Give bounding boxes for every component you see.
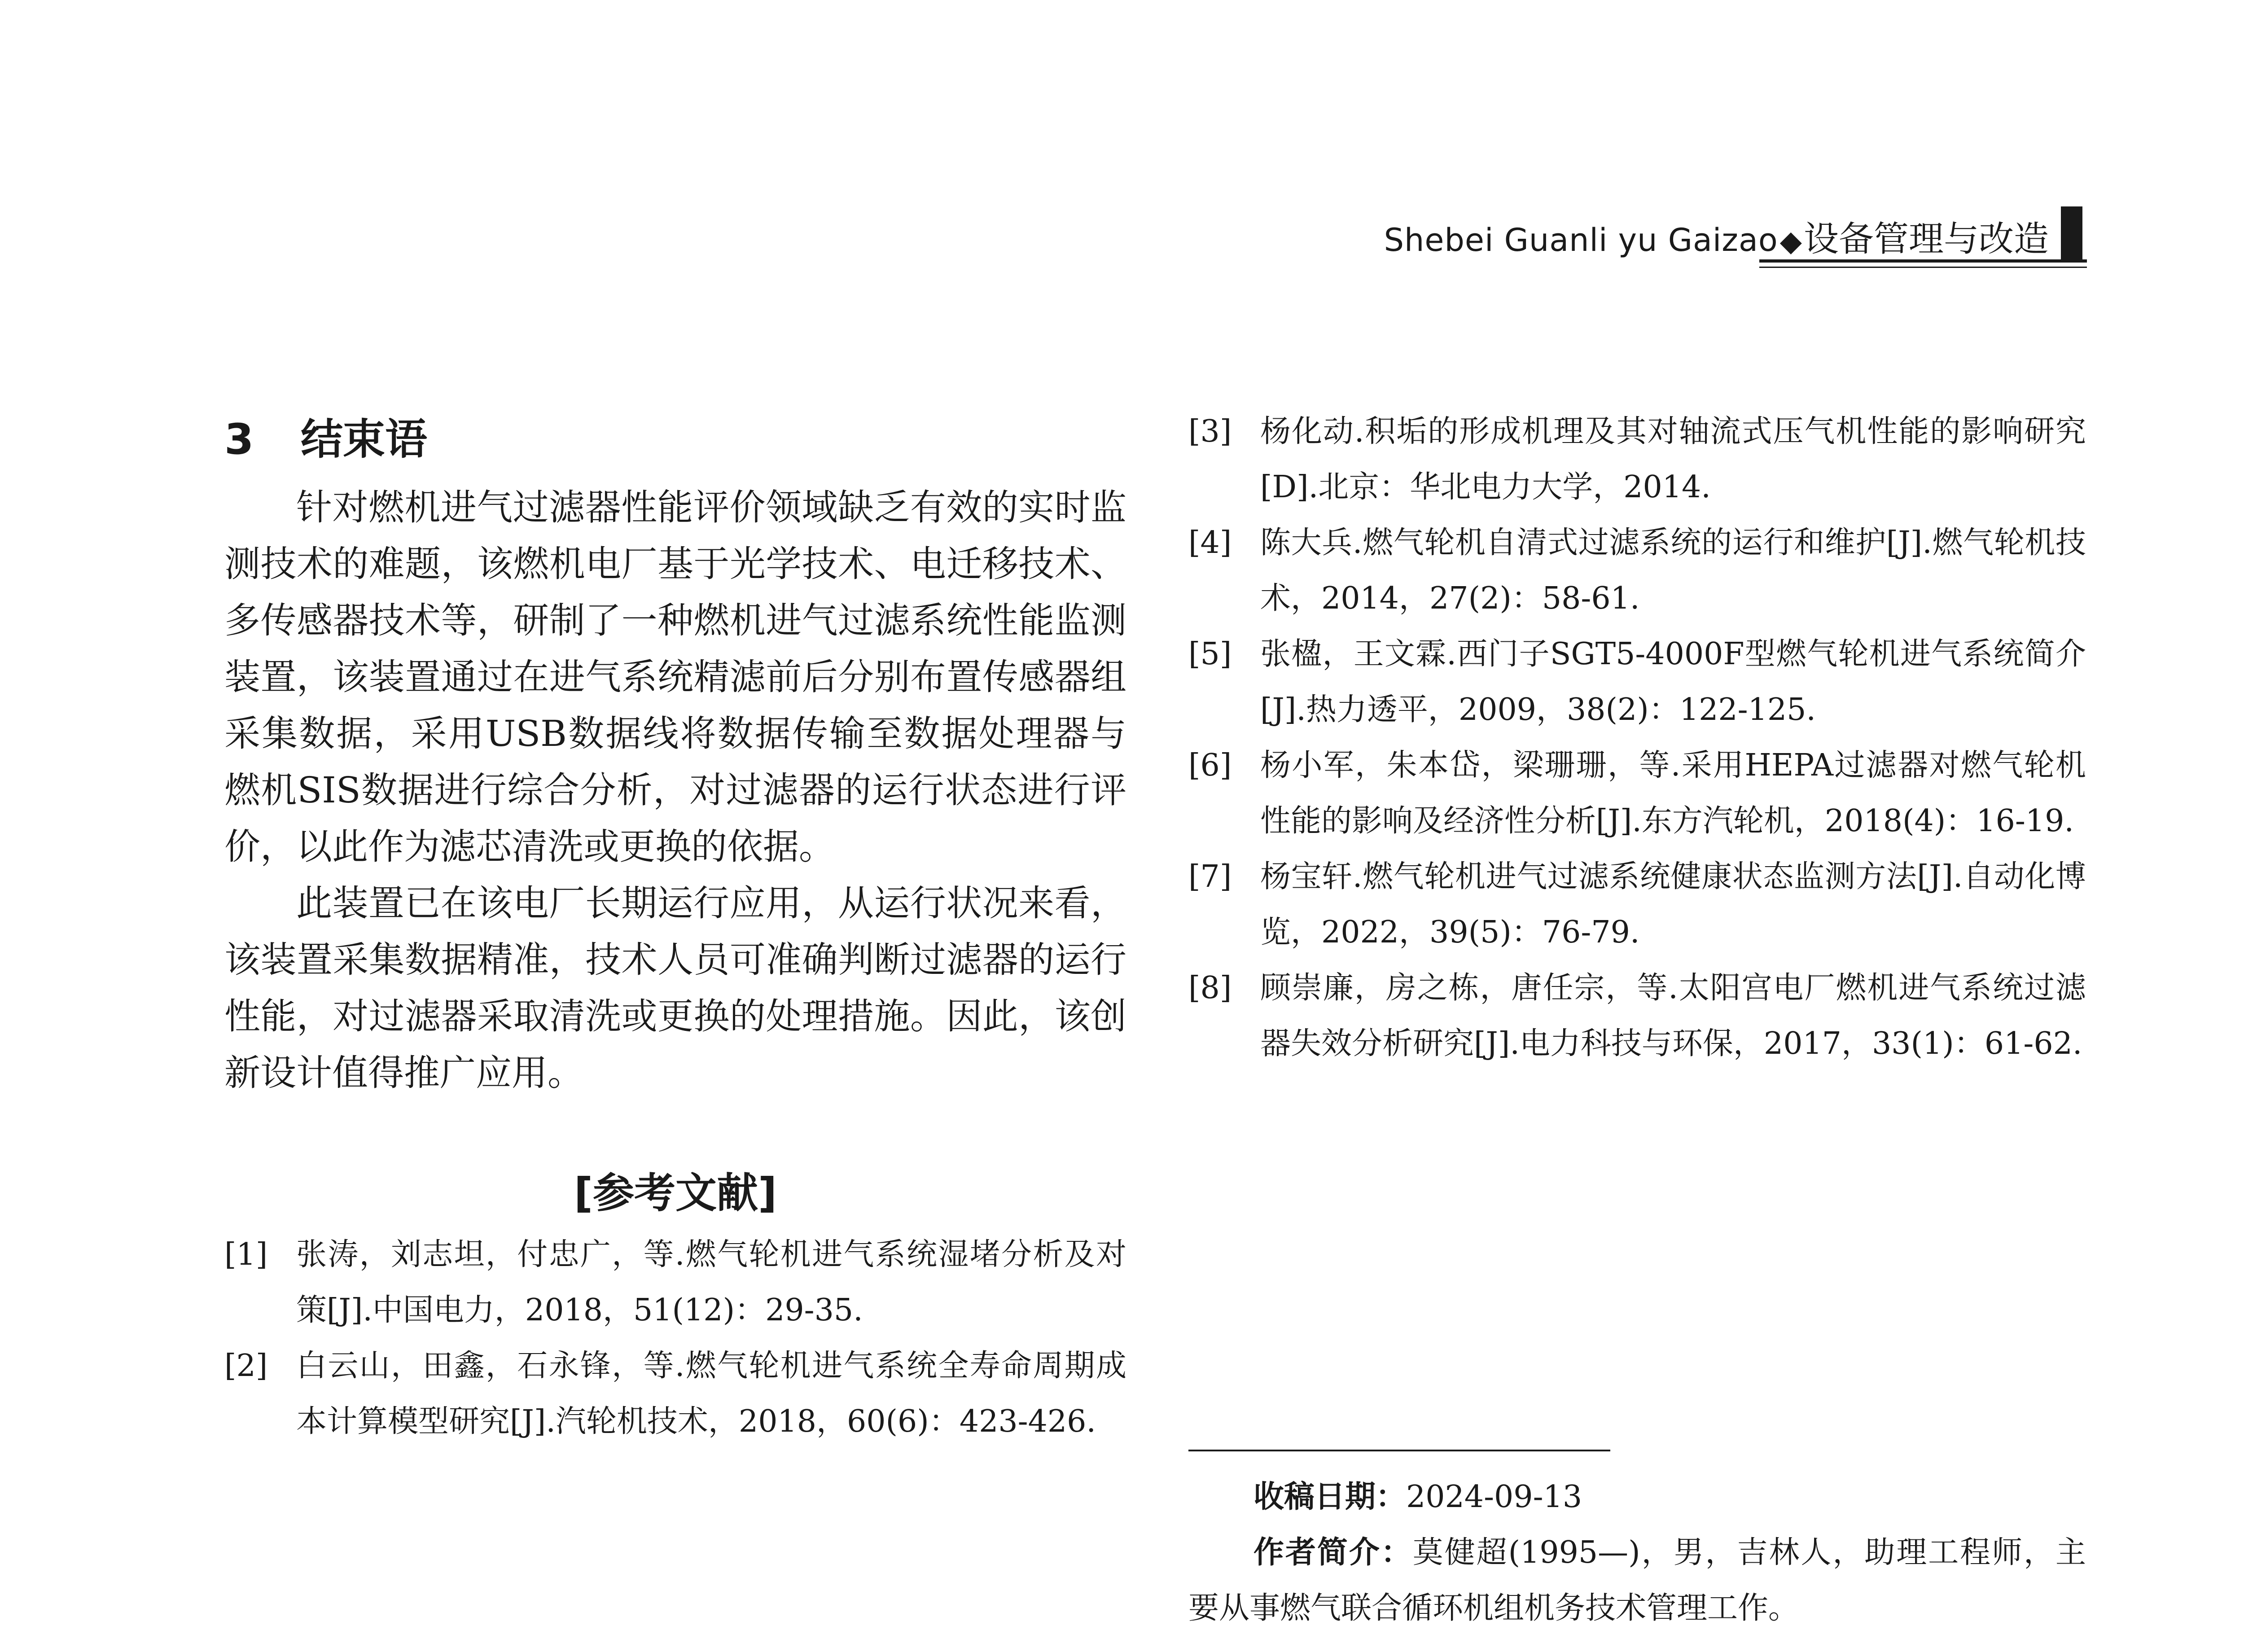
received-date: [1188, 1469, 2086, 1525]
header-text: [1384, 211, 2049, 261]
reference-text: 杨小军，朱本岱，梁珊珊，等.采用HEPA过滤器对燃气轮机性能的影响及经济性分析[J].东方汽轮机，2018(4)：16-19.: [1260, 748, 2086, 839]
reference-item: [1188, 515, 2086, 627]
reference-number: [5]: [1188, 636, 1232, 672]
author-value: 莫健超(1995—)，男，吉林人，助理工程师，主要从事燃气联合循环机组机务技术管理工作。: [1188, 1535, 2086, 1626]
header-chinese: 设备管理与改造: [1803, 219, 2049, 259]
header-english: Shebei Guanli yu Gaizao: [1384, 222, 1778, 259]
diamond-icon: ◆: [1779, 225, 1802, 258]
header-bar-block: [2061, 206, 2082, 263]
section-title: 结束语: [301, 415, 428, 464]
reference-item: [1188, 849, 2086, 960]
header-rule-thin: [1759, 267, 2087, 268]
footnote-rule: [1188, 1450, 1610, 1451]
reference-item: [224, 1227, 1126, 1338]
received-label: 收稿日期：: [1253, 1479, 1407, 1515]
reference-number: [1]: [224, 1237, 268, 1272]
reference-item: [1188, 404, 2086, 515]
right-column: [1188, 404, 2086, 1072]
body-paragraph: 此装置已在该电厂长期运行应用，从运行状况来看，该装置采集数据精准，技术人员可准确判断过滤器的运行性能，对过滤器采取清洗或更换的处理措施。因此，该创新设计值得推广应用。: [224, 882, 1126, 1094]
references-heading: [参考文献]: [574, 1169, 777, 1217]
author-bio: [1188, 1525, 2086, 1636]
reference-item: [1188, 627, 2086, 738]
reference-item: [1188, 738, 2086, 849]
received-value: 2024-09-13: [1406, 1479, 1582, 1515]
body-paragraph: 针对燃机进气过滤器性能评价领域缺乏有效的实时监测技术的难题，该燃机电厂基于光学技术、电迁移技术、多传感器技术等，研制了一种燃机进气过滤系统性能监测装置，该装置通过在进气系统精滤前后分别布置传感器组采集数据，采用USB数据线将数据传输至数据处理器与燃机SIS数据进行综合分析，对过滤器的运行状态进行评价，以此作为滤芯清洗或更换的依据。: [224, 486, 1126, 868]
reference-text: 顾崇廉，房之栋，唐任宗，等.太阳宫电厂燃机进气系统过滤器失效分析研究[J].电力科技与环保，2017，33(1)：61-62.: [1260, 970, 2086, 1061]
reference-item: [1188, 960, 2086, 1072]
reference-number: [7]: [1188, 859, 1232, 894]
reference-number: [6]: [1188, 748, 1232, 783]
reference-text: 白云山，田鑫，石永锋，等.燃气轮机进气系统全寿命周期成本计算模型研究[J].汽轮机技术，2018，60(6)：423-426.: [296, 1348, 1126, 1439]
running-header: [1369, 206, 2087, 269]
reference-text: 张涛，刘志坦，付忠广，等.燃气轮机进气系统湿堵分析及对策[J].中国电力，2018，51(12)：29-35.: [296, 1237, 1126, 1328]
reference-text: 张楹，王文霖.西门子SGT5-4000F型燃气轮机进气系统简介[J].热力透平，2009，38(2)：122-125.: [1260, 636, 2086, 727]
reference-text: 杨宝轩.燃气轮机进气过滤系统健康状态监测方法[J].自动化博览，2022，39(5)：76-79.: [1260, 859, 2086, 950]
reference-number: [2]: [224, 1348, 268, 1384]
author-label: 作者简介：: [1253, 1535, 1413, 1570]
reference-item: [224, 1338, 1126, 1450]
reference-text: 杨化动.积垢的形成机理及其对轴流式压气机性能的影响研究[D].北京：华北电力大学，2014.: [1260, 414, 2086, 505]
reference-number: [3]: [1188, 414, 1232, 449]
left-column: [224, 404, 1126, 1450]
reference-text: 陈大兵.燃气轮机自清式过滤系统的运行和维护[J].燃气轮机技术，2014，27(2)：58-61.: [1260, 525, 2086, 616]
section-number: 3: [224, 415, 254, 464]
reference-number: [8]: [1188, 970, 1232, 1006]
reference-number: [4]: [1188, 525, 1232, 561]
section-heading: [224, 404, 1126, 476]
footnote: [1188, 1450, 2086, 1636]
header-rule-thick: [1759, 259, 2087, 263]
